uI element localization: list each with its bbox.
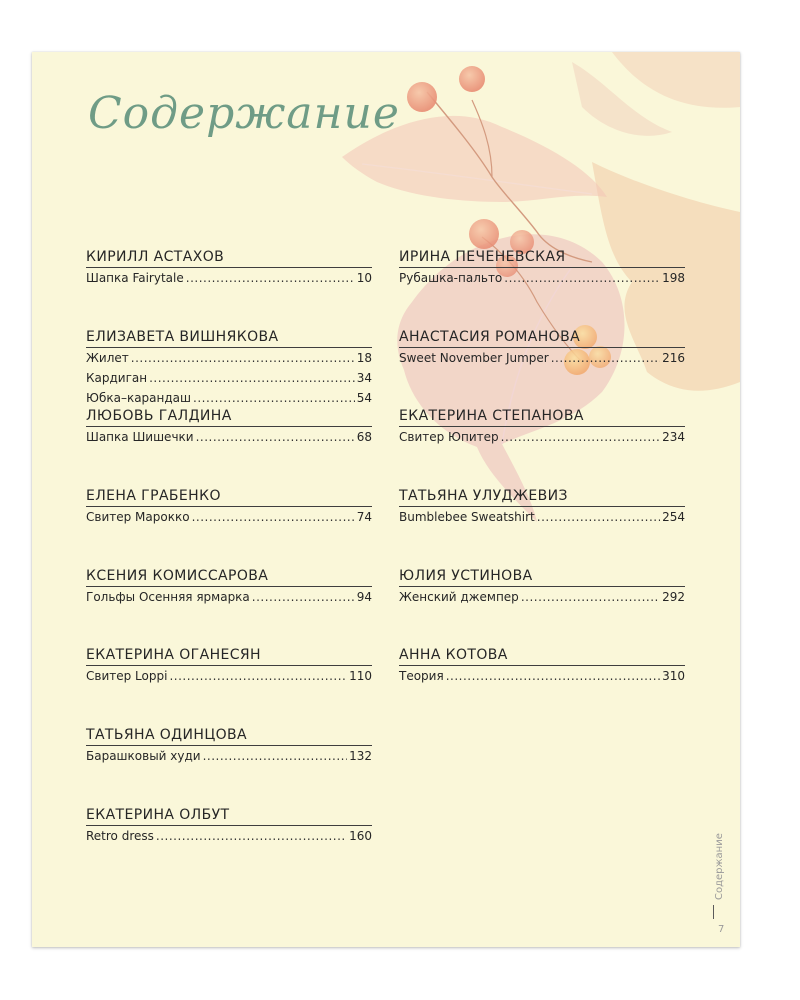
author-name: АННА КОТОВА <box>399 646 685 666</box>
dot-leader <box>504 268 660 288</box>
dot-leader <box>192 507 355 527</box>
page-number: 310 <box>662 669 685 684</box>
page-number: 234 <box>662 430 685 445</box>
entry-title: Sweet November Jumper <box>399 350 549 365</box>
entry-title: Рубашка-пальто <box>399 271 503 285</box>
author-name: ЕЛЕНА ГРАБЕНКО <box>86 487 372 507</box>
toc-entry[interactable] <box>399 666 685 686</box>
author-name: ЕКАТЕРИНА ОЛБУТ <box>86 806 372 826</box>
author-name: АНАСТАСИЯ РОМАНОВА <box>399 328 685 348</box>
entry-title: Свитер Марокко <box>86 510 190 525</box>
author-name: ТАТЬЯНА УЛУДЖЕВИЗ <box>399 487 685 507</box>
entry-title: Жилет <box>86 350 129 365</box>
page-number: 74 <box>356 510 372 525</box>
toc-entry[interactable] <box>86 427 372 447</box>
page-number: 94 <box>356 589 372 604</box>
page-number: 254 <box>662 510 685 525</box>
entry-title: Теория <box>399 669 444 684</box>
author-name: ЮЛИЯ УСТИНОВА <box>399 567 685 587</box>
toc-entry[interactable] <box>86 368 372 388</box>
folio-page-number: 7 <box>718 924 725 935</box>
dot-leader <box>551 348 660 368</box>
entry-title: Женский джемпер <box>399 589 519 604</box>
footer-divider <box>713 905 714 919</box>
toc-entry[interactable] <box>399 427 685 447</box>
toc-section <box>399 487 685 567</box>
page-number: 34 <box>356 370 372 385</box>
entry-title: Свитер Loppi <box>86 669 168 684</box>
dot-leader <box>203 746 348 766</box>
entry-title: Bumblebee Sweatshirt <box>399 510 535 525</box>
author-name: ЛЮБОВЬ ГАЛДИНА <box>86 407 372 427</box>
page-number: 292 <box>662 589 685 604</box>
entry-title: Кардиган <box>86 370 148 385</box>
toc-section <box>86 328 372 408</box>
page-title: Содержание <box>88 88 400 139</box>
page-number: 10 <box>356 271 372 285</box>
dot-leader <box>501 427 660 447</box>
toc-section <box>86 806 372 886</box>
toc-section <box>86 726 372 806</box>
leaf-top-right <box>572 52 740 136</box>
running-footer-label: Содержание <box>714 833 725 900</box>
author-name: ЕКАТЕРИНА ОГАНЕСЯН <box>86 646 372 666</box>
author-name: ИРИНА ПЕЧЕНЕВСКАЯ <box>399 248 685 268</box>
entry-title: Retro dress <box>86 828 154 843</box>
toc-entry[interactable] <box>86 507 372 527</box>
toc-section <box>86 646 372 726</box>
dot-leader <box>196 427 355 447</box>
toc-entry[interactable] <box>86 348 372 368</box>
page-number: 18 <box>356 350 372 365</box>
toc-entry[interactable] <box>86 268 372 288</box>
toc-entry[interactable] <box>86 746 372 766</box>
author-name: ЕЛИЗАВЕТА ВИШНЯКОВА <box>86 328 372 348</box>
toc-section <box>399 328 685 408</box>
dot-leader <box>193 388 355 408</box>
book-page <box>32 52 740 947</box>
toc-entry[interactable] <box>399 348 685 368</box>
toc-entry[interactable] <box>399 507 685 527</box>
toc-entry[interactable] <box>399 268 685 288</box>
page-number: 110 <box>349 669 372 684</box>
toc-entry[interactable] <box>86 388 372 408</box>
toc-column-left <box>86 248 372 886</box>
toc-entry[interactable] <box>86 666 372 686</box>
toc-section <box>399 567 685 647</box>
dot-leader <box>169 666 347 686</box>
toc-entry[interactable] <box>86 826 372 846</box>
toc-section <box>86 407 372 487</box>
toc-entry[interactable] <box>86 587 372 607</box>
page-number: 198 <box>662 271 685 285</box>
toc-section <box>399 248 685 328</box>
entry-title: Свитер Юпитер <box>399 430 499 445</box>
dot-leader <box>537 507 660 527</box>
dot-leader <box>149 368 355 388</box>
entry-title: Барашковый худи <box>86 749 201 764</box>
author-name: КСЕНИЯ КОМИССАРОВА <box>86 567 372 587</box>
dot-leader <box>131 348 355 368</box>
entry-title: Юбка–карандаш <box>86 390 192 405</box>
author-name: ЕКАТЕРИНА СТЕПАНОВА <box>399 407 685 427</box>
toc-section <box>86 487 372 567</box>
entry-title: Шапка Fairytale <box>86 271 184 285</box>
toc-section <box>86 248 372 328</box>
entry-title: Шапка Шишечки <box>86 430 194 445</box>
author-name: КИРИЛЛ АСТАХОВ <box>86 248 372 268</box>
dot-leader <box>521 587 660 607</box>
page-number: 160 <box>349 828 372 843</box>
author-name: ТАТЬЯНА ОДИНЦОВА <box>86 726 372 746</box>
dot-leader <box>252 587 355 607</box>
dot-leader <box>446 666 660 686</box>
dot-leader <box>156 826 347 846</box>
page-number: 54 <box>356 390 372 405</box>
toc-section <box>399 646 685 726</box>
toc-entry[interactable] <box>399 587 685 607</box>
dot-leader <box>186 268 355 288</box>
page-number: 216 <box>662 350 685 365</box>
page-number: 68 <box>356 430 372 445</box>
toc-section <box>86 567 372 647</box>
toc-column-right <box>399 248 685 726</box>
toc-section <box>399 407 685 487</box>
page-number: 132 <box>349 749 372 764</box>
entry-title: Гольфы Осенняя ярмарка <box>86 589 250 604</box>
